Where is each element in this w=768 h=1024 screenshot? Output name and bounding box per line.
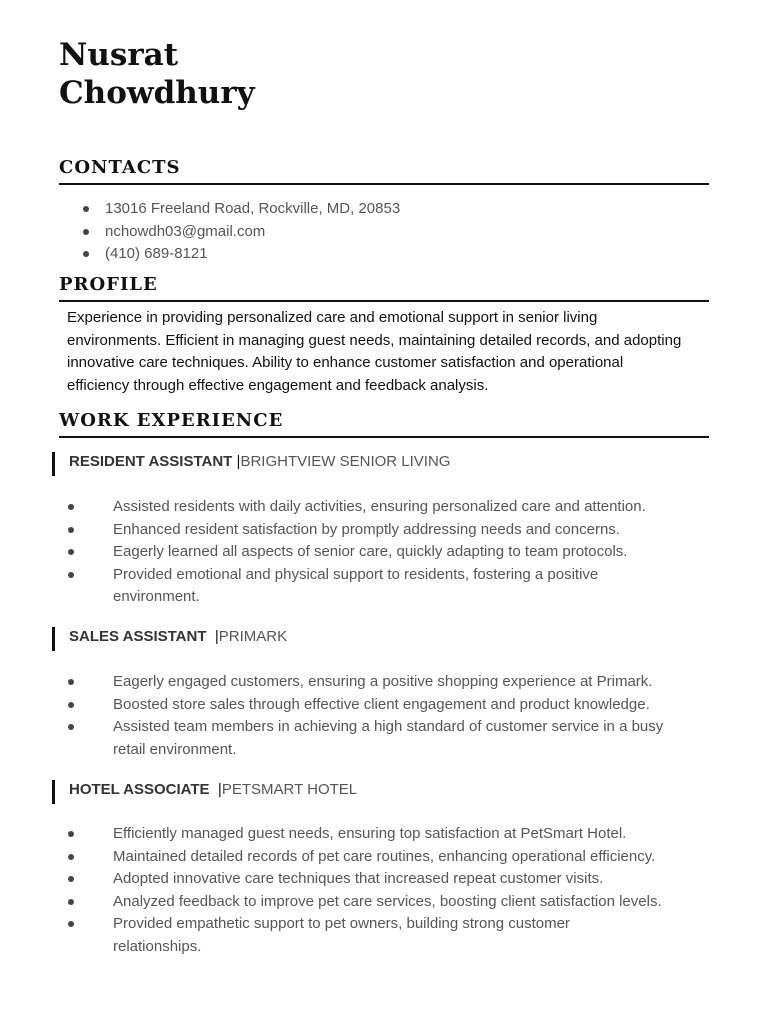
job-title: HOTEL ASSOCIATE <box>69 781 210 798</box>
job-bullet: Boosted store sales through effective client engagement and product knowledge. <box>66 694 706 717</box>
contact-phone: (410) 689-8121 <box>82 243 400 266</box>
job-bullet: Provided empathetic support to pet owners, building strong customer relationships. <box>66 913 643 958</box>
job-header-sales-assistant <box>52 627 287 651</box>
contact-email: nchowdh03@gmail.com <box>82 221 400 244</box>
resume-name <box>59 36 255 112</box>
contacts-list <box>82 198 400 266</box>
job-bullets-hotel-associate <box>66 823 706 958</box>
job-bullet: Eagerly engaged customers, ensuring a positive shopping experience at Primark. <box>66 671 706 694</box>
name-first: Nusrat <box>59 37 179 73</box>
job-header-hotel-associate <box>52 780 357 804</box>
profile-summary: Experience in providing personalized care and emotional support in senior living environments. Efficient in managing guest needs, maintaining detailed records, and adopting innovative care techniques. Ability to enhance customer satisfaction and operational efficiency through effective engagement and feedback analysis. <box>67 309 682 394</box>
job-title: SALES ASSISTANT <box>69 628 207 645</box>
section-heading-work-experience: WORK EXPERIENCE <box>59 410 709 438</box>
job-separator: | <box>217 781 222 798</box>
job-bullet: Provided emotional and physical support to residents, fostering a positive environment. <box>66 564 658 609</box>
job-bullet: Adopted innovative care techniques that increased repeat customer visits. <box>66 868 706 891</box>
job-company: PRIMARK <box>218 628 288 645</box>
job-bullet: Eagerly learned all aspects of senior care, quickly adapting to team protocols. <box>66 541 706 564</box>
job-bullet: Efficiently managed guest needs, ensuring top satisfaction at PetSmart Hotel. <box>66 823 706 846</box>
job-bullet: Maintained detailed records of pet care routines, enhancing operational efficiency. <box>66 846 706 869</box>
name-last: Chowdhury <box>59 75 255 111</box>
job-company: PETSMART HOTEL <box>221 781 358 798</box>
contact-address: 13016 Freeland Road, Rockville, MD, 20853 <box>82 198 400 221</box>
job-bullet: Enhanced resident satisfaction by promptly addressing needs and concerns. <box>66 519 706 542</box>
job-bullets-sales-assistant <box>66 671 706 761</box>
job-bullets-resident-assistant <box>66 496 706 609</box>
job-bullet: Analyzed feedback to improve pet care services, boosting client satisfaction levels. <box>66 891 678 914</box>
job-separator: | <box>214 628 219 645</box>
section-heading-profile: PROFILE <box>59 274 709 302</box>
job-bullet: Assisted residents with daily activities, ensuring personalized care and attention. <box>66 496 706 519</box>
section-heading-contacts: CONTACTS <box>59 157 709 185</box>
job-separator: | <box>236 453 241 470</box>
job-title: RESIDENT ASSISTANT <box>69 453 233 470</box>
job-header-resident-assistant <box>52 452 450 476</box>
job-company: BRIGHTVIEW SENIOR LIVING <box>240 453 451 470</box>
job-bullet: Assisted team members in achieving a high standard of customer service in a busy retail environment. <box>66 716 688 761</box>
